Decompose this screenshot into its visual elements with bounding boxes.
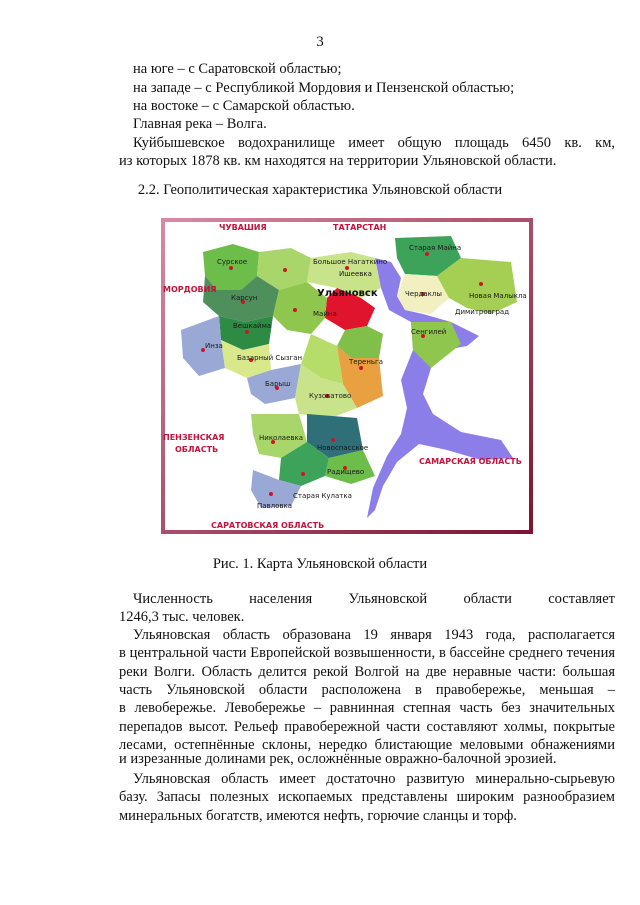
district-label: Николаевка	[259, 434, 304, 442]
district-label: Базарный Сызган	[237, 354, 303, 362]
district-label: Майна	[313, 310, 337, 318]
intro-line: на востоке – с Самарской областью.	[133, 98, 355, 114]
paragraph-line: в левобережье. Левобережье – равнинная степная часть без значительных	[119, 700, 615, 717]
district-label: Сурское	[217, 258, 248, 266]
paragraph-line: базу. Запасы полезных ископаемых представлены широким разнообразием	[119, 789, 615, 806]
district-label: Вешкайма	[233, 322, 272, 330]
paragraph-line: реки Волги. Область делится рекой Волгой на две неравные части: большая	[119, 663, 615, 680]
population-line: 1246,3 тыс. человек.	[119, 609, 245, 625]
capital-label: Ульяновск	[317, 288, 378, 299]
page-number: 3	[316, 34, 324, 50]
paragraph-line: перепадов высот. Рельеф правобережной части составляют холмы, покрытые	[119, 718, 615, 735]
neighbor-penza: ПЕНЗЕНСКАЯ	[163, 433, 225, 442]
district-label: Павловка	[257, 502, 293, 510]
district-label: Старая Кулатка	[293, 492, 352, 500]
neighbor-penza-2: ОБЛАСТЬ	[175, 445, 219, 454]
section-heading: 2.2. Геополитическая характеристика Ульяновской области	[137, 182, 503, 198]
district-label: Инза	[205, 342, 223, 350]
paragraph-line: и изрезанные долинами рек, осложнённые овражно-балочной эрозией.	[119, 751, 557, 767]
district-label: Карсун	[231, 294, 258, 302]
district-label: Новоспасское	[317, 444, 369, 452]
paragraph-line: лесами, остепнённые склоны, нередко блистающие меловыми обнажениями	[119, 736, 615, 753]
neighbor-mordovia: МОРДОВИЯ	[163, 285, 217, 294]
population-line: Численность населения Ульяновской области составляет	[133, 591, 615, 607]
paragraph-line: Ульяновская область имеет достаточно развитую минерально-сырьевую	[133, 771, 615, 787]
intro-line: на западе – с Республикой Мордовия и Пензенской областью;	[133, 80, 515, 96]
district-label: Большое Нагаткино	[313, 258, 388, 266]
map-figure	[161, 218, 533, 534]
district-label: Радищево	[327, 468, 365, 476]
district-label: Ишеевка	[339, 270, 372, 278]
district-label: Димитровград	[455, 308, 510, 316]
district-label: Тереньга	[349, 358, 384, 366]
paragraph-line: Ульяновская область образована 19 января 1943 года, располагается	[133, 627, 615, 643]
intro-line: на юге – с Саратовской областью;	[133, 61, 342, 77]
paragraph-line: в центральной части Европейской возвышенности, в бассейне среднего течения	[119, 645, 615, 662]
neighbor-samara: САМАРСКАЯ ОБЛАСТЬ	[419, 457, 522, 466]
district-label: Старая Майна	[409, 244, 462, 252]
paragraph-line: минеральных богатств, имеются нефть, горючие сланцы и торф.	[119, 808, 517, 824]
neighbor-saratov: САРАТОВСКАЯ ОБЛАСТЬ	[211, 521, 325, 530]
neighbor-tatarstan: ТАТАРСТАН	[333, 223, 387, 232]
district-label: Барыш	[265, 380, 291, 388]
reservoir-line: Куйбышевское водохранилище имеет общую площадь 6450 кв. км,	[133, 135, 615, 151]
neighbor-chuvashia: ЧУВАШИЯ	[219, 223, 267, 232]
figure-caption: Рис. 1. Карта Ульяновской области	[212, 556, 428, 572]
paragraph-line: часть Ульяновской области расположена в правобережье, меньшая –	[119, 681, 615, 698]
district-label: Кузоватово	[309, 392, 352, 400]
ulyanovsk-region-map	[161, 218, 533, 534]
intro-line: Главная река – Волга.	[133, 116, 267, 132]
district-label: Сенгилей	[411, 328, 447, 336]
district-label: Чердаклы	[405, 290, 442, 298]
district-label: Новая Малыкла	[469, 292, 527, 300]
reservoir-line: из которых 1878 кв. км находятся на территории Ульяновской области.	[119, 153, 557, 169]
